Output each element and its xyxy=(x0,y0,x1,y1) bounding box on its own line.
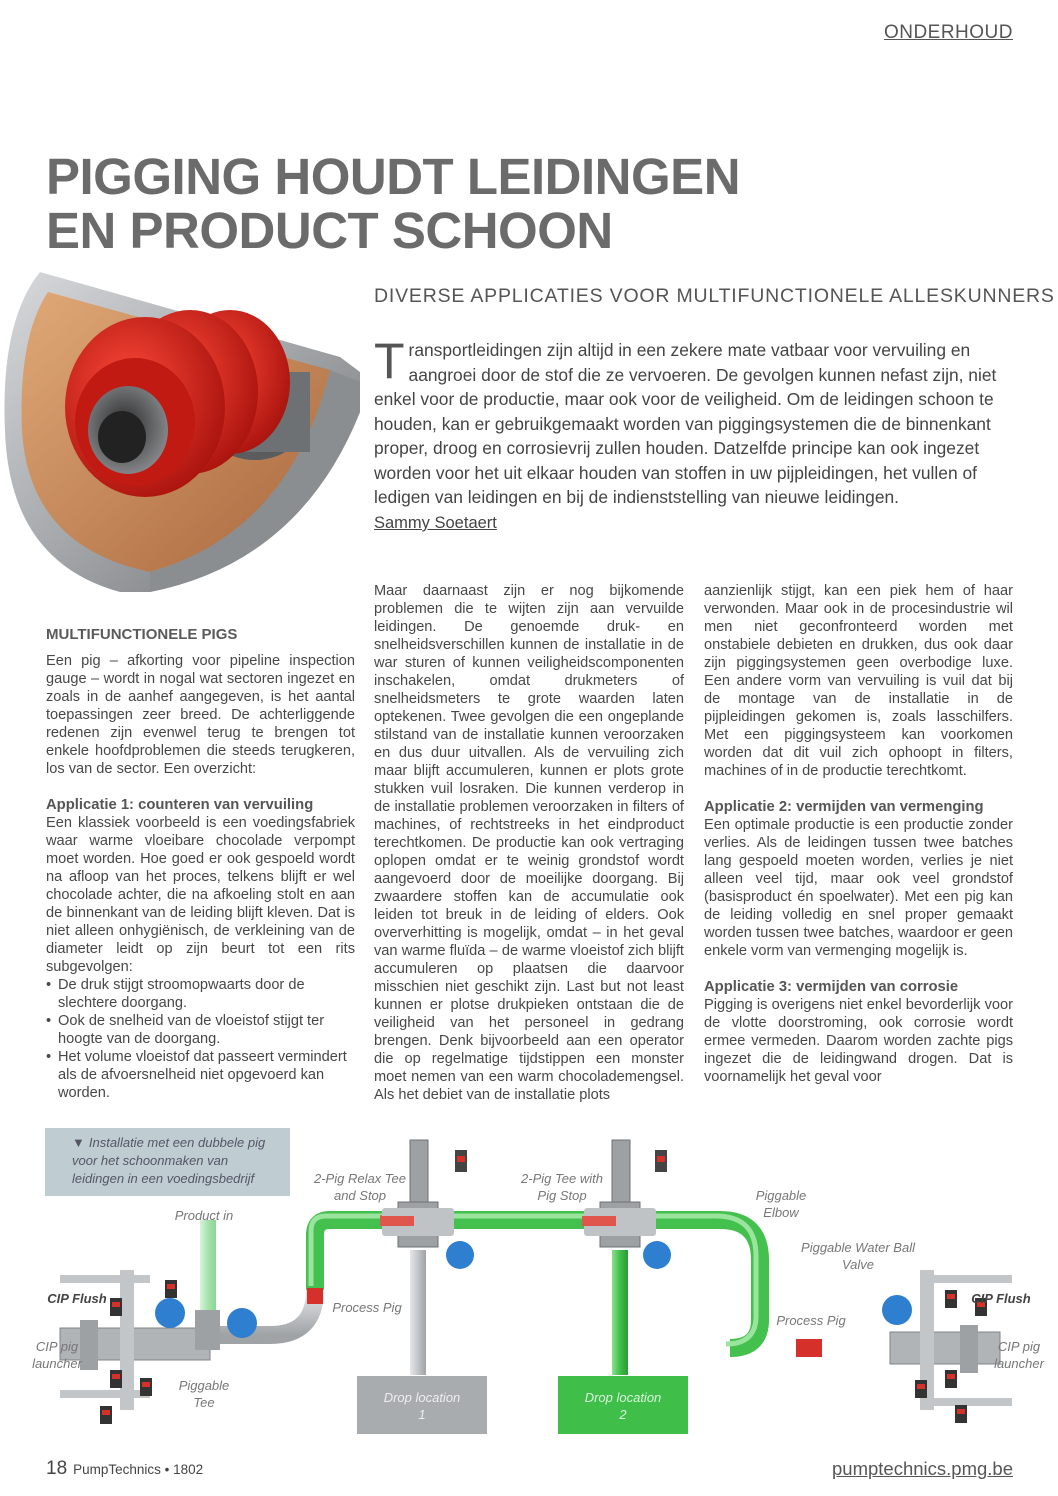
label-product-in: Product in xyxy=(174,1208,234,1223)
article-title xyxy=(46,150,746,258)
subheading-app1: Applicatie 1: counteren van vervuiling xyxy=(46,797,314,813)
label-ball-valve: Piggable Water Ball Valve xyxy=(801,1240,915,1272)
title-line-2: EN PRODUCT SCHOON xyxy=(46,202,613,259)
article-subtitle: DIVERSE APPLICATIES VOOR MULTIFUNCTIONELE ALLESKUNNERS xyxy=(374,285,1055,307)
column-1 xyxy=(46,626,355,1102)
bullet-item: • Ook de snelheid van de vloeistof stijgt ter hoogte van de doorgang. xyxy=(46,1012,355,1048)
paragraph: Een pig – afkorting voor pipeline inspection gauge – wordt in nogal wat sectoren ingezet en zoals in de aanhef aangegeven, is het aantal toepassingen zeer breed. De achterliggende redenen zijn evenwel terug te brengen tot enkele hoofdproblemen die steeds terugkeren, los van de sector. Een overzicht: xyxy=(46,653,355,777)
section-heading: MULTIFUNCTIONELE PIGS xyxy=(46,626,238,643)
paragraph: Een klassiek voorbeeld is een voedingsfabriek waar warme vloeibare chocolade verpompt moet worden. Hoe goed er ook gespoeld wordt na afloop van het proces, telkens blijft er wel chocolade achter, die na afkoeling stolt en aan de binnenkant van de leiding blijft kleven. Dat is niet alleen onhygiënisch, de verkleining van de diameter leidt op zijn beurt tot een rits subgevolgen: xyxy=(46,815,355,975)
diagram-caption xyxy=(72,1134,282,1188)
label-relax-tee: 2-Pig Relax Tee and Stop xyxy=(313,1171,406,1203)
author-link[interactable]: Sammy Soetaert xyxy=(374,514,497,532)
label-cip-flush-right: CIP Flush xyxy=(971,1291,1031,1306)
label-process-pig-left: Process Pig xyxy=(332,1300,402,1315)
bullet-list xyxy=(46,976,355,1102)
pig-in-pipe-illustration xyxy=(0,262,370,592)
subheading-app3: Applicatie 3: vermijden van corrosie xyxy=(704,979,959,995)
caption-text: Installatie met een dubbele pig voor het schoonmaken van leidingen in een voedingsbedrijf xyxy=(72,1135,266,1186)
label-pig-tee: 2-Pig Tee with Pig Stop xyxy=(521,1171,603,1203)
label-launcher-left: CIP pig launcher xyxy=(32,1339,82,1371)
label-drop-2: Drop location 2 xyxy=(584,1390,662,1422)
magazine-issue: PumpTechnics • 1802 xyxy=(73,1462,204,1477)
bullet-item: • De druk stijgt stroomopwaarts door de slechtere doorgang. xyxy=(46,976,355,1012)
section-label: ONDERHOUD xyxy=(883,22,1013,43)
paragraph: aanzienlijk stijgt, kan een piek hem of haar verwonden. Maar ook in de procesindustrie wil men niet geconfronteerd worden met onstabiele debieten en drukken, dus ook daar zijn piggingsystemen geen overbodige luxe. Een andere vorm van vervuiling is vuil dat bij de montage van de installatie in de pijpleidingen gekomen is, zoals lasschilfers. Met een piggingsysteem kan voorkomen worden dat dit vuil zich ophoopt in filters, machines of in de productie terechtkomt. xyxy=(704,583,1013,779)
column-2 xyxy=(374,582,684,1104)
label-launcher-right: CIP pig launcher xyxy=(994,1339,1044,1371)
subheading-app2: Applicatie 2: vermijden van vermenging xyxy=(704,799,984,815)
footer-url-link[interactable]: pumptechnics.pmg.be xyxy=(832,1458,1013,1479)
label-drop-1: Drop location 1 xyxy=(383,1390,461,1422)
paragraph: Een optimale productie is een productie zonder verlies. Als de leidingen tussen twee batches lang gespoeld moeten worden, verlies je niet alleen veel tijd, maar ook veel grondstof (basisproduct én spoelwater). Met een pig kan de leiding volledig en snel proper gemaakt worden tussen twee batches, waardoor er geen enkele vorm van vermenging mogelijk is. xyxy=(704,817,1013,959)
title-line-1: PIGGING HOUDT LEIDINGEN xyxy=(46,148,741,205)
label-process-pig-right: Process Pig xyxy=(776,1313,846,1328)
label-cip-flush-left: CIP Flush xyxy=(47,1291,107,1306)
bullet-item: • Het volume vloeistof dat passeert vermindert als de afvoersnelheid niet opgevoerd kan worden. xyxy=(46,1048,355,1102)
page-number: 18 xyxy=(46,1458,68,1479)
label-piggable-tee: Piggable Tee xyxy=(178,1378,230,1410)
intro-text: ransportleidingen zijn altijd in een zekere mate vatbaar voor vervuiling en aangroei door de stof die ze vervoeren. De gevolgen kunnen nefast zijn, niet enkel voor de productie, maar ook voor de veiligheid. Om de leidingen schoon te houden, kan er gebruikgemaakt worden van piggingsystemen die de binnenkant proper, droog en corrosievrij zullen houden. Datzelfde principe kan ook ingezet worden voor het uit elkaar houden van stoffen in uw pijpleidingen, het vullen of ledigen van leidingen en bij de indienststelling van nieuwe leidingen. xyxy=(374,340,997,507)
paragraph: Maar daarnaast zijn er nog bijkomende problemen die te wijten zijn aan vervuilde leidingen. De genoemde druk- en snelheidsverschillen kunnen de installatie in de war sturen of kunnen veiligheidscomponenten inschakelen, omdat drukmeters of snelheidsmeters te grote waarden laten optekenen. Twee gevolgen die een ongeplande stilstand van de installatie kunnen veroorzaken en dus duur uitvallen. Als de vervuiling zich maar blijft accumuleren, kunnen er plots grote stukken vuil losraken. Die kunnen verderop in de installatie problemen veroorzaken in filters of machines, of rechtstreeks in het eindproduct terechtkomen. De productie kan ook vertraging oplopen omdat er te weinig grondstof wordt aangevoerd door de moeilijke doorgang. Bij zwaardere stoffen kan de accumulatie ook leiden tot breuk in de leiding of elders. Ook oververhitting is mogelijk, omdat – in het geval van warme fluïda – de warme vloeistof zich blijft accumuleren op plaatsen die daarvoor misschien niet geschikt zijn. Last but not least kunnen er plotse drukpieken ontstaan die de veiligheid van het personeel in gedrang brengen. Denk bijvoorbeeld aan een operator die op regelmatige tijdstippen een monster moet nemen van een warm chocolademengsel. Als het debiet van de installatie plots xyxy=(374,583,684,1103)
footer-left xyxy=(46,1458,203,1480)
drop-cap: T xyxy=(374,333,405,389)
caption-marker-icon: ▼ xyxy=(72,1135,85,1150)
label-elbow: Piggable Elbow xyxy=(755,1188,807,1220)
column-3 xyxy=(704,582,1013,1086)
paragraph: Pigging is overigens niet enkel bevorderlijk voor de vlotte doorstroming, ook corrosie wordt ermee vermeden. Daarom worden zachte pigs ingezet die de leidingwand drogen. Dat is voornamelijk het geval voor xyxy=(704,997,1013,1085)
intro-paragraph xyxy=(374,333,1002,510)
